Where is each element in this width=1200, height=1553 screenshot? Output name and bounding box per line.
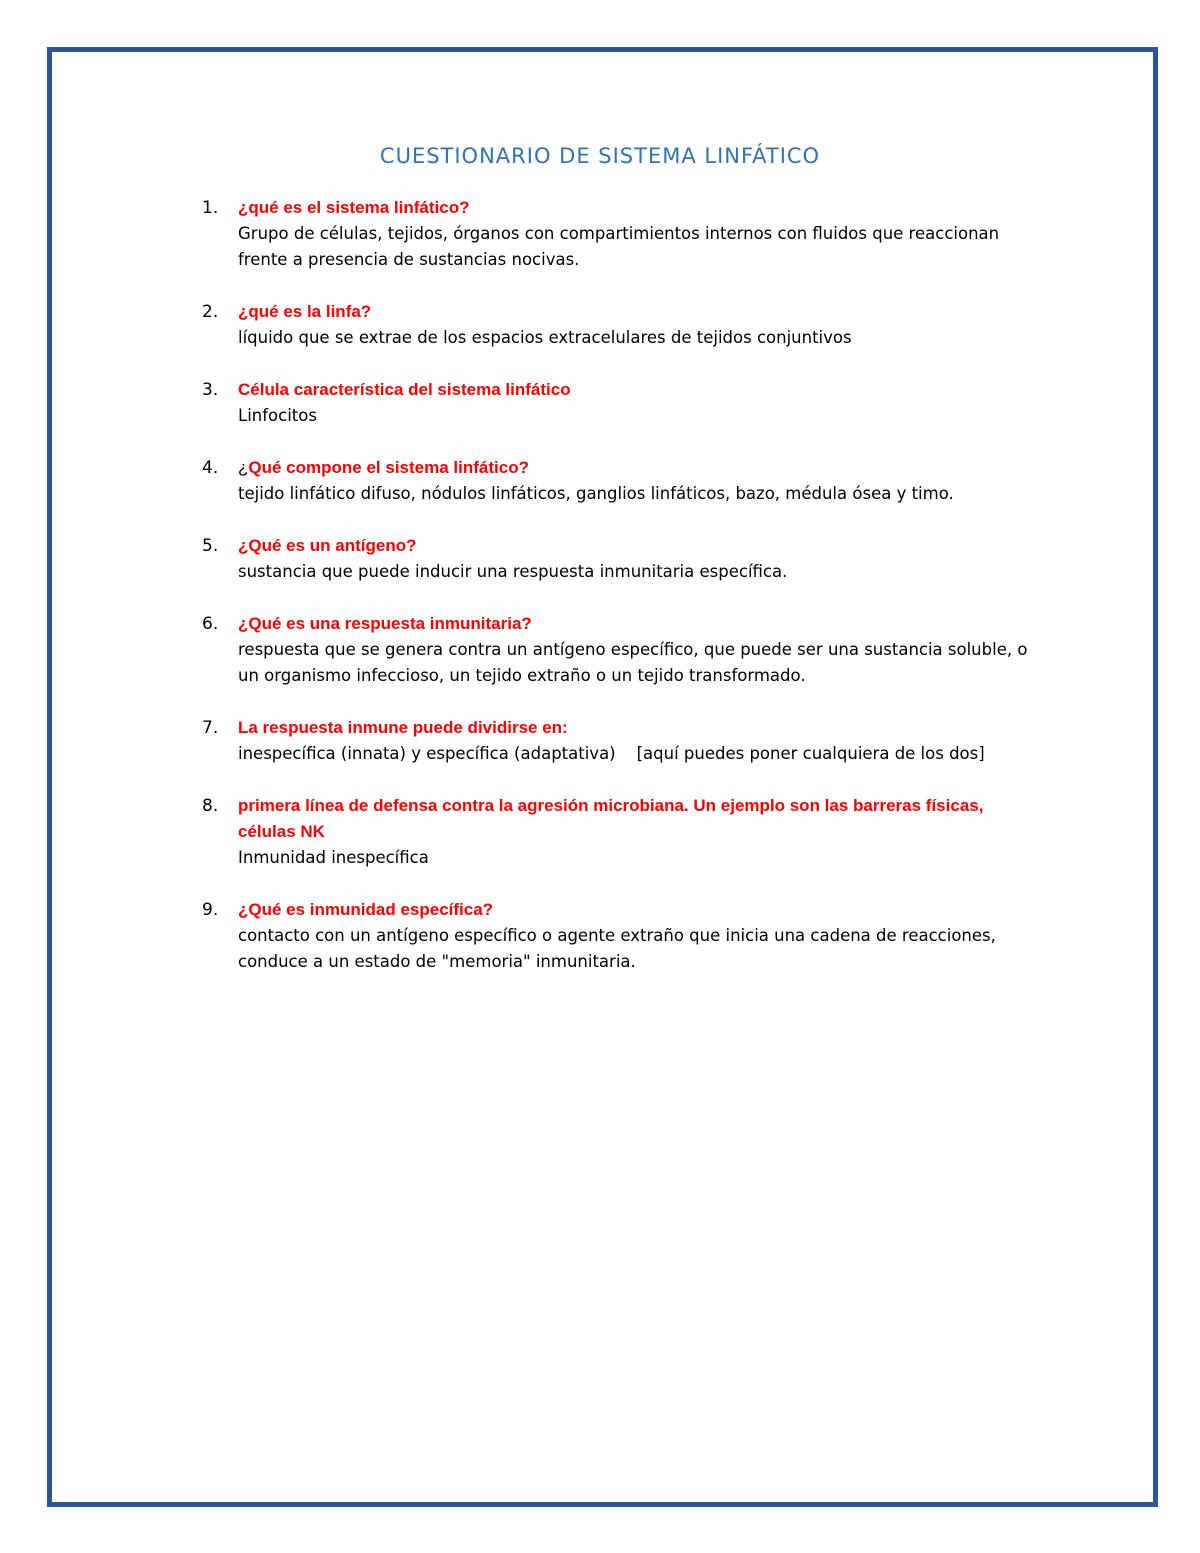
item-number: 5. (202, 536, 219, 556)
item-number: 1. (202, 198, 219, 218)
list-item-5 (200, 533, 1040, 585)
question-text: Célula característica del sistema linfático (238, 380, 571, 399)
answer-text: contacto con un antígeno específico o agente extraño que inicia una cadena de reacciones, conduce a un estado de "memoria" inmunitaria. (238, 926, 996, 971)
item-number: 3. (202, 380, 219, 400)
question-text: ¿Qué es una respuesta inmunitaria? (238, 614, 532, 633)
question-text: ¿qué es el sistema linfático? (238, 198, 470, 217)
answer-text: Grupo de células, tejidos, órganos con compartimientos internos con fluidos que reaccionan frente a presencia de sustancias nocivas. (238, 224, 1000, 269)
list-item-6 (200, 611, 1040, 689)
list-item-4 (200, 455, 1040, 507)
answer-text: sustancia que puede inducir una respuesta inmunitaria específica. (238, 562, 788, 581)
item-number: 7. (202, 718, 219, 738)
answer-text: inespecífica (innata) y específica (adaptativa) [aquí puedes poner cualquiera de los dos] (238, 744, 985, 763)
answer-text: respuesta que se genera contra un antígeno específico, que puede ser una sustancia soluble, o un organismo infeccioso, un tejido extraño o un tejido transformado. (238, 640, 1028, 685)
page-title: CUESTIONARIO DE SISTEMA LINFÁTICO (379, 144, 821, 168)
question-text: ¿Qué es inmunidad específica? (238, 900, 494, 919)
question-text: La respuesta inmune puede dividirse en: (238, 718, 568, 737)
question-text (238, 455, 1040, 481)
list-item-3 (200, 377, 1040, 429)
list-item-2 (200, 299, 1040, 351)
item-number: 2. (202, 302, 219, 322)
question-text: primera línea de defensa contra la agresión microbiana. Un ejemplo son las barreras físicas, células NK (238, 796, 984, 841)
question-prefix: ¿ (238, 458, 249, 477)
answer-text: Linfocitos (238, 406, 317, 425)
list-item-9 (200, 897, 1040, 975)
answer-text: tejido linfático difuso, nódulos linfáticos, ganglios linfáticos, bazo, médula ósea y timo. (238, 484, 954, 503)
question-body: Qué compone el sistema linfático? (248, 458, 529, 477)
list-item-8 (200, 793, 1040, 871)
question-list (200, 195, 1040, 1001)
question-text: ¿Qué es un antígeno? (238, 536, 417, 555)
item-number: 4. (202, 458, 219, 478)
item-number: 8. (202, 796, 219, 816)
list-item-7 (200, 715, 1040, 767)
list-item-1 (200, 195, 1040, 273)
question-text: ¿qué es la linfa? (238, 302, 372, 321)
answer-text: Inmunidad inespecífica (238, 848, 429, 867)
item-number: 6. (202, 614, 219, 634)
item-number: 9. (202, 900, 219, 920)
answer-text: líquido que se extrae de los espacios extracelulares de tejidos conjuntivos (238, 328, 852, 347)
